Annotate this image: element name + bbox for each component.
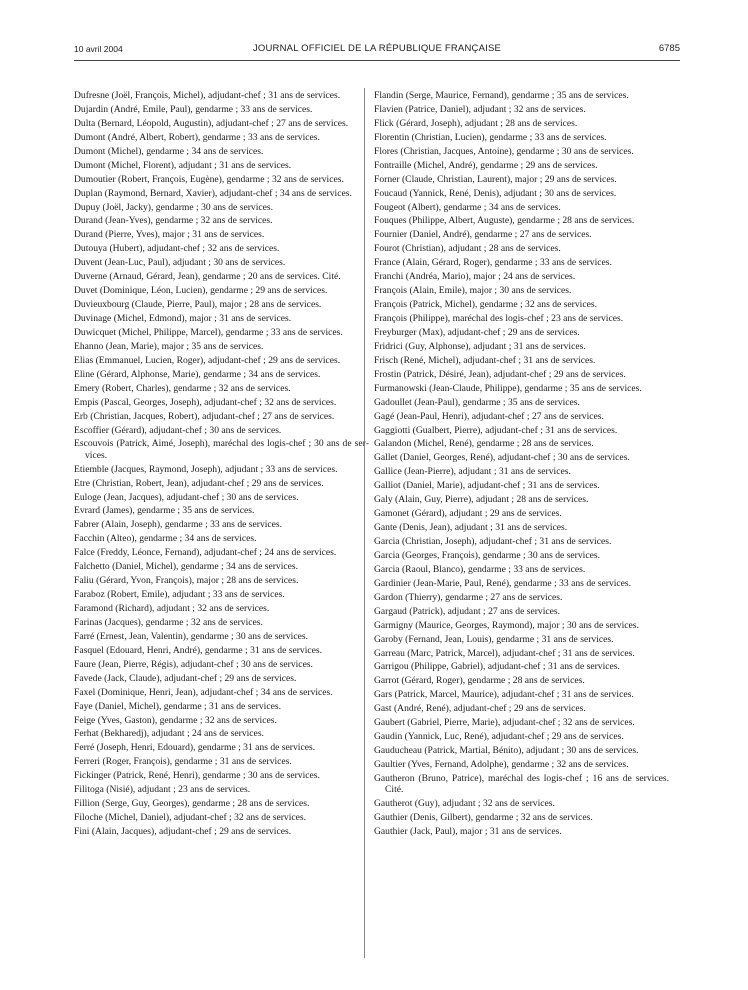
list-item: Fickinger (Patrick, René, Henri), gendarme ; 30 ans de services. bbox=[74, 770, 320, 782]
list-item: Dumoutier (Robert, François, Eugène), gendarme ; 32 ans de services. bbox=[74, 173, 344, 185]
list-item: François (Alain, Emile), major ; 30 ans de services. bbox=[374, 285, 572, 297]
list-item: Ferré (Joseph, Henri, Edouard), gendarme ; 31 ans de services. bbox=[74, 742, 316, 754]
header-rule bbox=[74, 60, 680, 61]
issue-date: 10 avril 2004 bbox=[74, 44, 123, 54]
list-item: Galandon (Michel, René), gendarme ; 28 ans de services. bbox=[374, 438, 594, 450]
list-item: Emery (Robert, Charles), gendarme ; 32 ans de services. bbox=[74, 382, 291, 394]
list-item: Gast (André, René), adjudant-chef ; 29 ans de services. bbox=[374, 703, 586, 715]
list-item: Favede (Jack, Claude), adjudant-chef ; 29 ans de services. bbox=[74, 672, 297, 684]
list-item: Dujardin (André, Emile, Paul), gendarme ; 33 ans de services. bbox=[74, 103, 313, 115]
list-item: Gaggiotti (Gualbert, Pierre), adjudant-chef ; 31 ans de services. bbox=[374, 424, 618, 436]
list-item: Fabrer (Alain, Joseph), gendarme ; 33 ans de services. bbox=[74, 519, 283, 531]
list-item: Evrard (James), gendarme ; 35 ans de services. bbox=[74, 505, 255, 517]
list-item: Faramond (Richard), adjudant ; 32 ans de services. bbox=[74, 603, 270, 615]
list-item: Dulta (Bernard, Léopold, Augustin), adjudant-chef ; 27 ans de services. bbox=[74, 117, 349, 129]
list-item: Gallice (Jean-Pierre), adjudant ; 31 ans de services. bbox=[374, 466, 571, 478]
page-header bbox=[74, 38, 680, 58]
list-item: Erb (Christian, Jacques, Robert), adjudant-chef ; 27 ans de services. bbox=[74, 410, 335, 422]
list-item: Duvet (Dominique, Léon, Lucien), gendarme ; 29 ans de services. bbox=[74, 285, 328, 297]
list-item: Falchetto (Daniel, Michel), gendarme ; 34 ans de services. bbox=[74, 561, 299, 573]
list-item: Garmigny (Maurice, Georges, Raymond), major ; 30 ans de services. bbox=[374, 619, 639, 631]
list-item: Garrot (Gérard, Roger), gendarme ; 28 ans de services. bbox=[374, 675, 585, 687]
list-item: Gaudin (Yannick, Luc, René), adjudant-chef ; 29 ans de services. bbox=[374, 731, 624, 743]
list-item: Fougeot (Albert), gendarme ; 34 ans de services. bbox=[374, 201, 561, 213]
list-item: Galliot (Daniel, Marie), adjudant-chef ; 31 ans de services. bbox=[374, 480, 600, 492]
list-item: Faure (Jean, Pierre, Régis), adjudant-chef ; 30 ans de services. bbox=[74, 658, 313, 670]
list-item: Flavien (Patrice, Daniel), adjudant ; 32 ans de services. bbox=[374, 103, 586, 115]
list-item: Gautherot (Guy), adjudant ; 32 ans de services. bbox=[374, 798, 555, 810]
list-item: Dupuy (Joël, Jacky), gendarme ; 30 ans de services. bbox=[74, 201, 274, 213]
list-item: François (Philippe), maréchal des logis-chef ; 23 ans de services. bbox=[374, 313, 624, 324]
list-item: Empis (Pascal, Georges, Joseph), adjudant-chef ; 32 ans de services. bbox=[74, 396, 337, 408]
list-item: François (Patrick, Michel), gendarme ; 32 ans de services. bbox=[374, 299, 597, 311]
column-divider bbox=[364, 88, 365, 958]
list-item: Fasquel (Edouard, Henri, André), gendarme ; 31 ans de services. bbox=[74, 644, 323, 656]
list-item: Duwicquet (Michel, Philippe, Marcel), gendarme ; 33 ans de services. bbox=[74, 326, 343, 338]
list-item: Fillion (Serge, Guy, Georges), gendarme ; 28 ans de services. bbox=[74, 798, 310, 810]
list-item: France (Alain, Gérard, Roger), gendarme ; 33 ans de services. bbox=[374, 257, 612, 269]
list-item: Duvinage (Michel, Edmond), major ; 31 ans de services. bbox=[74, 313, 292, 324]
list-item: Duplan (Raymond, Bernard, Xavier), adjudant-chef ; 34 ans de services. bbox=[74, 187, 352, 199]
journal-title: JOURNAL OFFICIEL DE LA RÉPUBLIQUE FRANÇAISE bbox=[252, 43, 502, 54]
list-item: Fridrici (Guy, Alphonse), adjudant ; 31 ans de services. bbox=[374, 340, 586, 352]
list-item: Escouvois (Patrick, Aimé, Joseph), maréchal des logis-chef ; 30 ans de services. bbox=[74, 438, 369, 461]
list-item: Gauthier (Denis, Gilbert), gendarme ; 32 ans de services. bbox=[374, 812, 593, 824]
list-item: Farré (Ernest, Jean, Valentin), gendarme ; 30 ans de services. bbox=[74, 630, 308, 642]
list-item: Elias (Emmanuel, Lucien, Roger), adjudant-chef ; 29 ans de services. bbox=[74, 354, 341, 366]
list-item: Frisch (René, Michel), adjudant-chef ; 31 ans de services. bbox=[374, 354, 596, 366]
list-item: Furmanowski (Jean-Claude, Philippe), gendarme ; 35 ans de services. bbox=[374, 382, 642, 394]
list-item: Gars (Patrick, Marcel, Maurice), adjudant-chef ; 31 ans de services. bbox=[374, 689, 634, 701]
list-item: Ehanno (Jean, Marie), major ; 35 ans de services. bbox=[74, 340, 264, 352]
list-item: Faxel (Dominique, Henri, Jean), adjudant-chef ; 34 ans de services. bbox=[74, 686, 333, 698]
list-item: Dumont (Michel, Florent), adjudant ; 31 ans de services. bbox=[74, 159, 292, 171]
list-item: Faye (Daniel, Michel), gendarme ; 31 ans de services. bbox=[74, 700, 281, 712]
list-item: Gaultier (Yves, Fernand, Adolphe), gendarme ; 32 ans de services. bbox=[374, 759, 629, 770]
list-item: Fouques (Philippe, Albert, Auguste), gendarme ; 28 ans de services. bbox=[374, 215, 635, 227]
list-item: Freyburger (Max), adjudant-chef ; 29 ans de services. bbox=[374, 326, 580, 338]
list-item: Gagé (Jean-Paul, Henri), adjudant-chef ; 27 ans de services. bbox=[374, 410, 604, 422]
list-item: Flores (Christian, Jacques, Antoine), gendarme ; 30 ans de services. bbox=[374, 145, 634, 157]
page-number: 6785 bbox=[658, 43, 680, 54]
list-item: Dumont (Michel), gendarme ; 34 ans de services. bbox=[74, 145, 264, 157]
list-item: Durand (Jean-Yves), gendarme ; 32 ans de services. bbox=[74, 215, 273, 227]
left-column bbox=[74, 90, 369, 840]
list-item: Faraboz (Robert, Emile), adjudant ; 33 ans de services. bbox=[74, 589, 285, 601]
list-item: Garcia (Georges, François), gendarme ; 30 ans de services. bbox=[374, 549, 600, 561]
list-item: Dutouya (Hubert), adjudant-chef ; 32 ans de services. bbox=[74, 243, 280, 255]
list-item: Eline (Gérard, Alphonse, Marie), gendarme ; 34 ans de services. bbox=[74, 368, 321, 380]
list-item: Garoby (Fernand, Jean, Louis), gendarme ; 31 ans de services. bbox=[374, 633, 614, 645]
list-item: Fontraille (Michel, André), gendarme ; 29 ans de services. bbox=[374, 159, 598, 171]
list-item: Farinas (Jacques), gendarme ; 32 ans de services. bbox=[74, 616, 263, 628]
list-item: Flandin (Serge, Maurice, Fernand), gendarme ; 35 ans de services. bbox=[374, 90, 629, 101]
list-item: Fourot (Christian), adjudant ; 28 ans de services. bbox=[374, 243, 561, 255]
list-item: Florentin (Christian, Lucien), gendarme ; 33 ans de services. bbox=[374, 131, 607, 143]
list-item: Garreau (Marc, Patrick, Marcel), adjudant-chef ; 31 ans de services. bbox=[374, 647, 635, 659]
list-item: Euloge (Jean, Jacques), adjudant-chef ; 30 ans de services. bbox=[74, 491, 299, 503]
list-item: Garrigou (Philippe, Gabriel), adjudant-chef ; 31 ans de services. bbox=[374, 661, 620, 673]
list-item: Garcia (Christian, Joseph), adjudant-chef ; 31 ans de services. bbox=[374, 536, 612, 547]
list-item: Duvent (Jean-Luc, Paul), adjudant ; 30 ans de services. bbox=[74, 257, 286, 269]
list-item: Gamonet (Gérard), adjudant ; 29 ans de services. bbox=[374, 508, 562, 520]
list-item: Franchi (Andréa, Mario), major ; 24 ans de services. bbox=[374, 271, 576, 283]
list-item: Foucaud (Yannick, René, Denis), adjudant ; 30 ans de services. bbox=[374, 187, 617, 199]
list-item: Gante (Denis, Jean), adjudant ; 31 ans de services. bbox=[374, 522, 568, 534]
list-item: Fournier (Daniel, André), gendarme ; 27 ans de services. bbox=[374, 229, 592, 241]
list-item: Gallet (Daniel, Georges, René), adjudant-chef ; 30 ans de services. bbox=[374, 452, 630, 464]
list-item: Gardon (Thierry), gendarme ; 27 ans de services. bbox=[374, 591, 563, 603]
list-item: Fini (Alain, Jacques), adjudant-chef ; 29 ans de services. bbox=[74, 826, 292, 838]
list-item: Duverne (Arnaud, Gérard, Jean), gendarme ; 20 ans de services. Cité. bbox=[74, 271, 341, 283]
list-item: Dufresne (Joël, François, Michel), adjudant-chef ; 31 ans de services. bbox=[74, 90, 341, 101]
list-item: Durand (Pierre, Yves), major ; 31 ans de services. bbox=[74, 229, 265, 241]
list-item: Dumont (André, Albert, Robert), gendarme ; 33 ans de services. bbox=[74, 131, 320, 143]
list-item: Galy (Alain, Guy, Pierre), adjudant ; 28 ans de services. bbox=[374, 494, 589, 506]
list-item: Duvieuxbourg (Claude, Pierre, Paul), major ; 28 ans de services. bbox=[74, 299, 322, 311]
right-column bbox=[374, 90, 669, 840]
list-item: Gauducheau (Patrick, Martial, Bénito), adjudant ; 30 ans de services. bbox=[374, 745, 639, 757]
list-item: Gauthier (Jack, Paul), major ; 31 ans de services. bbox=[374, 826, 562, 838]
list-item: Gadoullet (Jean-Paul), gendarme ; 35 ans de services. bbox=[374, 396, 580, 408]
list-item: Ferhat (Bekharedj), adjudant ; 24 ans de services. bbox=[74, 728, 264, 740]
list-item: Filoche (Michel, Daniel), adjudant-chef ; 32 ans de services. bbox=[74, 812, 307, 824]
list-item: Etiemble (Jacques, Raymond, Joseph), adjudant ; 33 ans de services. bbox=[74, 463, 338, 475]
list-item: Gaubert (Gabriel, Pierre, Marie), adjudant-chef ; 32 ans de services. bbox=[374, 717, 635, 729]
list-item: Facchin (Alteo), gendarme ; 34 ans de services. bbox=[74, 533, 257, 545]
list-item: Etre (Christian, Robert, Jean), adjudant-chef ; 29 ans de services. bbox=[74, 477, 324, 489]
list-item: Feige (Yves, Gaston), gendarme ; 32 ans de services. bbox=[74, 714, 277, 726]
list-item: Ferreri (Roger, François), gendarme ; 31 ans de services. bbox=[74, 756, 292, 768]
list-item: Filitoga (Nisié), adjudant ; 23 ans de services. bbox=[74, 784, 251, 796]
list-item: Gautheron (Bruno, Patrice), maréchal des logis-chef ; 16 ans de services. Cité. bbox=[374, 772, 669, 796]
list-item: Escoffier (Gérard), adjudant-chef ; 30 ans de services. bbox=[74, 424, 282, 436]
list-item: Frostin (Patrick, Désiré, Jean), adjudant-chef ; 29 ans de services. bbox=[374, 368, 626, 380]
list-item: Gargaud (Patrick), adjudant ; 27 ans de services. bbox=[374, 605, 561, 617]
list-item: Falce (Freddy, Léonce, Fernand), adjudant-chef ; 24 ans de services. bbox=[74, 547, 337, 559]
list-item: Gardinier (Jean-Marie, Paul, René), gendarme ; 33 ans de services. bbox=[374, 577, 632, 589]
list-item: Forner (Claude, Christian, Laurent), major ; 29 ans de services. bbox=[374, 173, 617, 185]
list-item: Faliu (Gérard, Yvon, François), major ; 28 ans de services. bbox=[74, 575, 299, 587]
list-item: Garcia (Raoul, Blanco), gendarme ; 33 ans de services. bbox=[374, 563, 586, 575]
list-item: Flick (Gérard, Joseph), adjudant ; 28 ans de services. bbox=[374, 117, 578, 129]
